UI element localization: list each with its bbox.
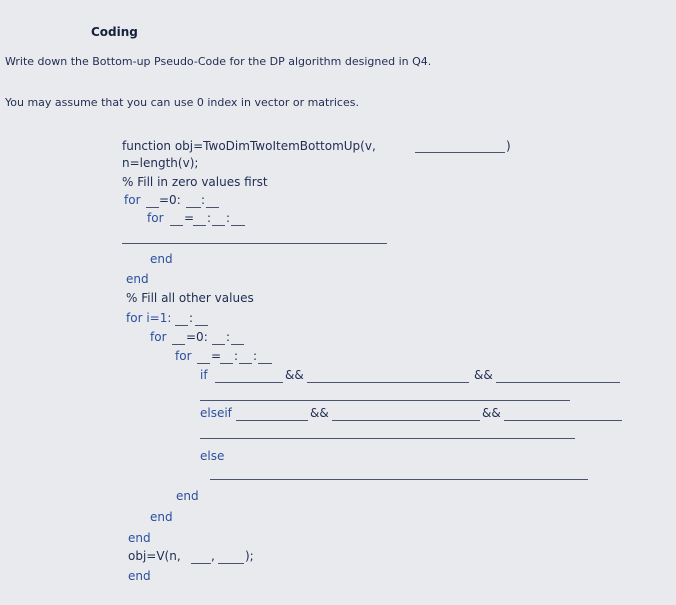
- for3-colon: :: [226, 330, 231, 344]
- for-i-colon: :: [189, 311, 194, 325]
- blank-for4-end[interactable]: [258, 363, 272, 364]
- blank-for2-end[interactable]: [231, 225, 245, 226]
- obj-assignment: obj=V(n,: [128, 549, 181, 563]
- blank-for3-var[interactable]: [172, 344, 185, 345]
- blank-for4-step[interactable]: [239, 363, 252, 364]
- function-close-paren: ): [506, 139, 511, 153]
- for2-colon-2: :: [226, 211, 231, 225]
- else-keyword: else: [200, 449, 225, 463]
- if-and-1: &&: [285, 368, 304, 382]
- if-and-2: &&: [474, 368, 493, 382]
- elseif-keyword: elseif: [200, 406, 232, 420]
- end-keyword: end: [128, 569, 151, 583]
- blank-for4-var[interactable]: [197, 363, 210, 364]
- for1-range-start: =0:: [159, 193, 181, 207]
- blank-if-cond-2[interactable]: [307, 382, 469, 383]
- elseif-and-1: &&: [310, 406, 329, 420]
- for-keyword: for: [150, 330, 167, 344]
- for4-equals: =: [211, 349, 222, 363]
- for-keyword: for: [124, 193, 141, 207]
- blank-for3-step[interactable]: [212, 344, 225, 345]
- blank-if-body[interactable]: [200, 400, 570, 401]
- end-keyword: end: [176, 489, 199, 503]
- blank-if-cond-3[interactable]: [496, 382, 620, 383]
- blank-for-i-end[interactable]: [195, 325, 208, 326]
- blank-obj-arg-1[interactable]: [191, 563, 211, 564]
- blank-else-body[interactable]: [210, 479, 588, 480]
- blank-function-arg[interactable]: [415, 152, 505, 153]
- instruction-2: You may assume that you can use 0 index in vector or matrices.: [5, 96, 359, 109]
- for1-colon: :: [201, 193, 206, 207]
- for3-range-start: =0:: [186, 330, 208, 344]
- for2-equals: =: [184, 211, 195, 225]
- blank-elseif-cond-1[interactable]: [236, 420, 308, 421]
- blank-for2-var[interactable]: [170, 225, 183, 226]
- instruction-1: Write down the Bottom-up Pseudo-Code for the DP algorithm designed in Q4.: [5, 55, 432, 68]
- blank-for-i-step[interactable]: [175, 325, 188, 326]
- blank-obj-arg-2[interactable]: [218, 563, 244, 564]
- n-assignment: n=length(v);: [122, 156, 199, 170]
- blank-for1-step[interactable]: [186, 207, 201, 208]
- blank-for2-step[interactable]: [212, 225, 225, 226]
- end-keyword: end: [126, 272, 149, 286]
- for4-colon-2: :: [253, 349, 258, 363]
- blank-elseif-body[interactable]: [200, 438, 575, 439]
- blank-for1-var[interactable]: [146, 207, 159, 208]
- blank-for4-start[interactable]: [220, 363, 233, 364]
- end-keyword: end: [150, 510, 173, 524]
- blank-loop-body[interactable]: [122, 243, 387, 244]
- comment-zero-fill: % Fill in zero values first: [122, 175, 268, 189]
- blank-elseif-cond-3[interactable]: [504, 420, 622, 421]
- section-heading: Coding: [91, 25, 138, 39]
- obj-close: );: [245, 549, 254, 563]
- for-keyword: for: [147, 211, 164, 225]
- blank-if-cond-1[interactable]: [215, 382, 283, 383]
- blank-for3-end[interactable]: [231, 344, 244, 345]
- blank-for2-start[interactable]: [193, 225, 206, 226]
- for2-colon-1: :: [207, 211, 212, 225]
- for-keyword: for: [175, 349, 192, 363]
- comment-other-values: % Fill all other values: [126, 291, 254, 305]
- end-keyword: end: [128, 531, 151, 545]
- function-signature: function obj=TwoDimTwoItemBottomUp(v,: [122, 139, 376, 153]
- for-i-header: for i=1:: [126, 311, 172, 325]
- elseif-and-2: &&: [482, 406, 501, 420]
- end-keyword: end: [150, 252, 173, 266]
- if-keyword: if: [200, 368, 208, 382]
- blank-for1-end[interactable]: [206, 207, 219, 208]
- obj-comma: ,: [211, 549, 215, 563]
- blank-elseif-cond-2[interactable]: [332, 420, 480, 421]
- for4-colon-1: :: [234, 349, 239, 363]
